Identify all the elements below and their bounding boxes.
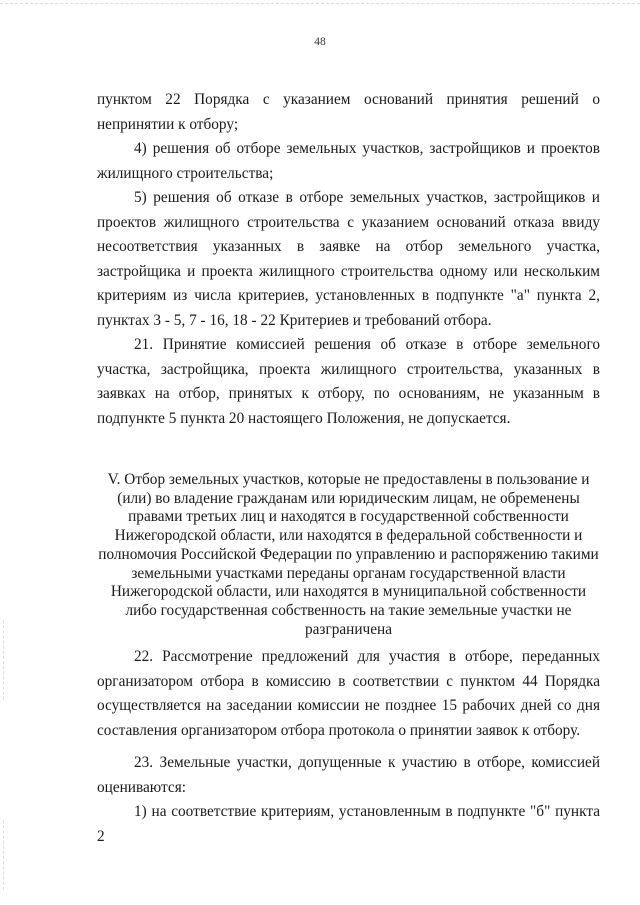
body-text-top <box>97 88 600 431</box>
scan-left-edge-mark <box>3 620 5 700</box>
page-number: 48 <box>314 36 326 48</box>
paragraph-continuation: пунктом 22 Порядка с указанием оснований принятия решений о непринятии к отбору; <box>97 91 600 133</box>
scan-left-edge-mark <box>3 820 5 890</box>
section-heading: V. Отбор земельных участков, которые не предоставлены в пользование и (или) во владение гражданам или юридическим лицам, не обременены правами третьих лиц и находятся в государственной собственности Нижегородской области, или находятся в федеральной собственности и полномочия Российской Федерации по управлению и распоряжению такими земельными участками переданы органам государственной власти Нижегородской области, или находятся в муниципальной собственности либо государственная собственность на такие земельные участки не разграничена <box>98 471 599 638</box>
paragraph-23-item-1: 1) на соответствие критериям, установленным в подпункте "б" пункта 2 <box>97 803 600 845</box>
paragraph-21: 21. Принятие комиссией решения об отказе в отборе земельного участка, застройщика, проекта жилищного строительства, указанных в заявках на отбор, принятых к отбору, по основаниям, не указанным в подпункте 5 пункта 20 настоящего Положения, не допускается. <box>97 336 600 427</box>
body-text-bottom <box>97 645 600 849</box>
paragraph-23: 23. Земельные участки, допущенные к участию в отборе, комиссией оцениваются: <box>97 754 600 796</box>
paragraph-item-4: 4) решения об отборе земельных участков, застройщиков и проектов жилищного строительства; <box>97 140 600 182</box>
scan-top-edge <box>0 3 640 5</box>
paragraph-22: 22. Рассмотрение предложений для участия в отборе, переданных организатором отбора в комиссию в соответствии с пунктом 44 Порядка осуществляется на заседании комиссии не позднее 15 рабочих дней со дня составления организатором отбора протокола о принятии заявок к отбору. <box>97 648 600 739</box>
paragraph-item-5: 5) решения об отказе в отборе земельных участков, застройщиков и проектов жилищного строительства с указанием оснований отказа ввиду несоответствия указанных в заявке на отбор земельного участка, застройщика и проекта жилищного строительства одному или нескольким критериям из числа критериев, установленных в подпункте "а" пункта 2, пунктах 3 - 5, 7 - 16, 18 - 22 Критериев и требований отбора. <box>97 189 600 329</box>
